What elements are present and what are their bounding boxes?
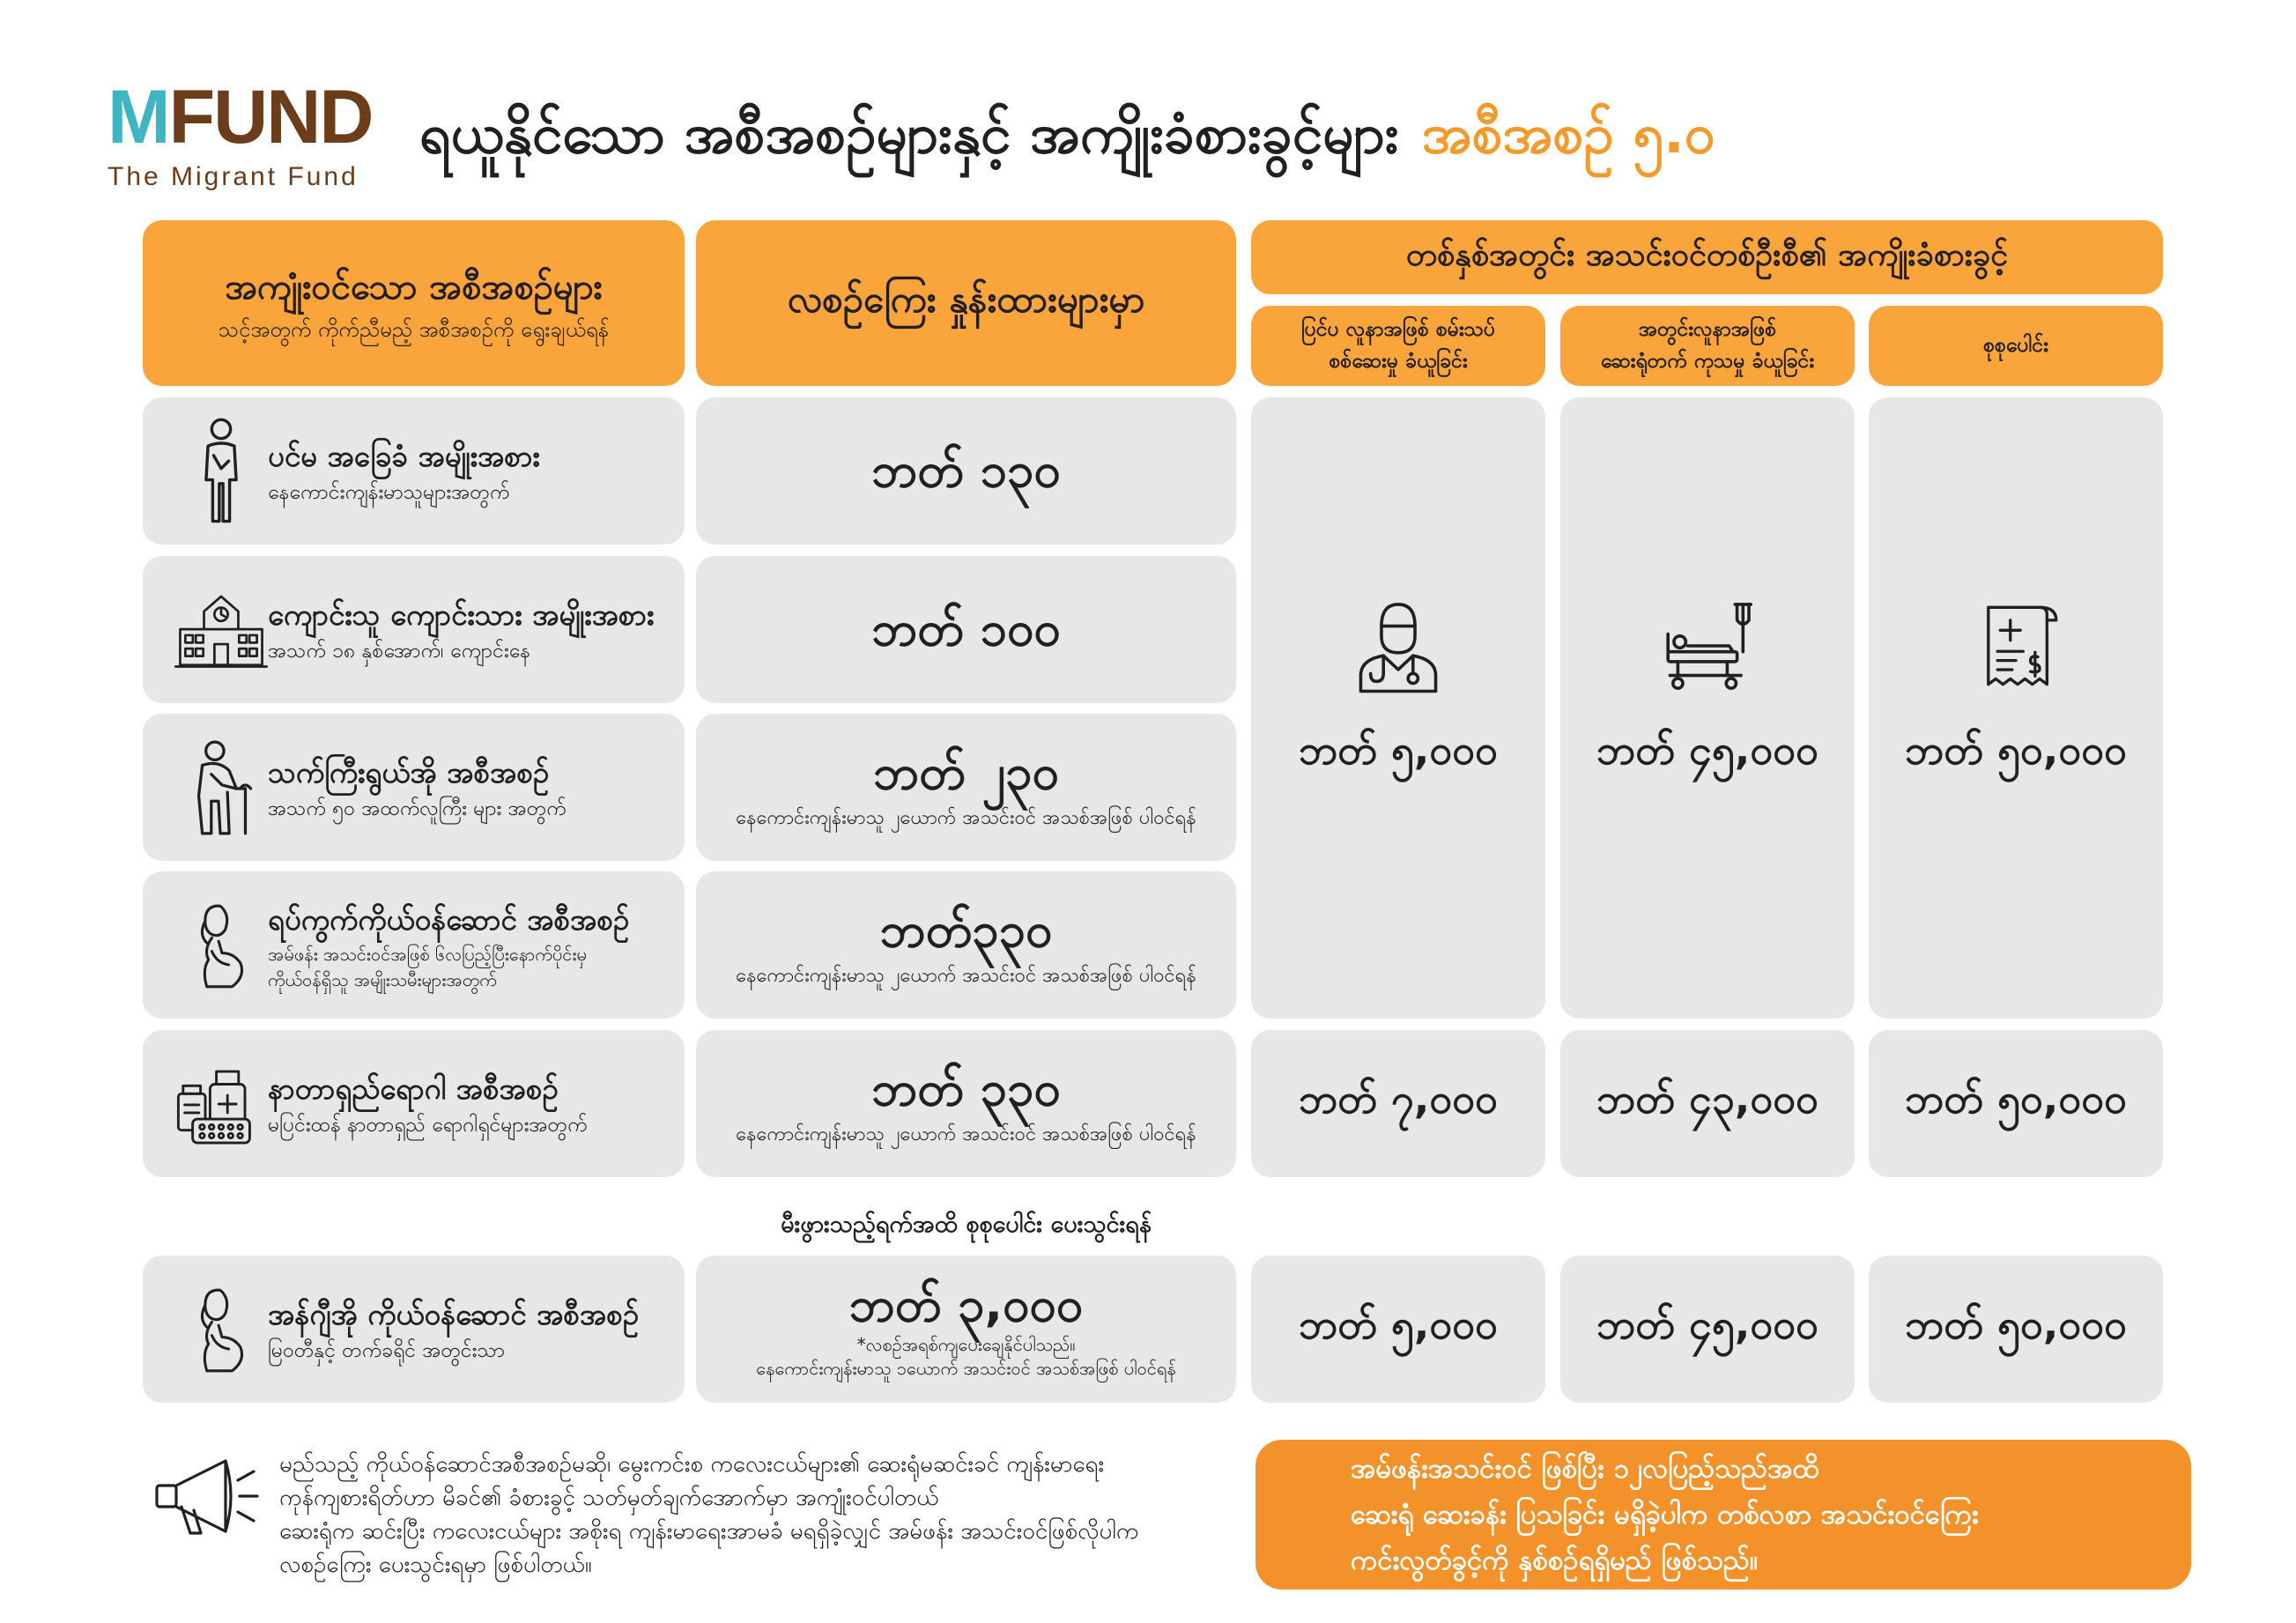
person-icon <box>173 414 270 529</box>
hospital-bed-icon <box>1658 597 1757 699</box>
header-inpatient-line: ဆေးရုံတက် ကုသမှု ခံယူခြင်း <box>1600 349 1815 373</box>
benefit-amount: ဘတ် ၅၀,၀၀၀ <box>1905 1301 2127 1348</box>
plan-card-community-pregnancy <box>143 871 685 1019</box>
plan-fee-ngo-pregnancy <box>696 1256 1236 1403</box>
plan-name: သက်ကြီးရွယ်အို အစီအစဉ် <box>268 755 550 790</box>
pregnant-woman-icon <box>173 888 270 1003</box>
logo-wordmark <box>107 75 398 159</box>
pregnant-woman-icon <box>173 1272 270 1387</box>
benefit-outpatient-chronic <box>1251 1030 1545 1177</box>
plan-subtitle: အမ်ဖန်း အသင်းဝင်အဖြစ် ၆လပြည့်ပြီးနောက်ပိုင်းမှ <box>268 944 587 966</box>
plan-subtitle: မပြင်းထန် နာတာရှည် ရောဂါရှင်များအတွက် <box>268 1114 588 1138</box>
plan-subtitle: ကိုယ်ဝန်ရှိသူ အမျိုးသမီးများအတွက် <box>268 969 497 991</box>
plan-fee-student <box>696 556 1236 703</box>
benefit-inpatient-standard <box>1560 397 1855 1019</box>
mfund-logo <box>107 75 398 201</box>
footer-highlight-line: ဆေးရုံ ဆေးခန်း ပြသခြင်း မရှိခဲ့ပါက တစ်လစာ အသင်းဝင်ကြေး <box>1351 1499 1979 1530</box>
header-plans-subtitle: သင့်အတွက် ကိုက်ညီမည့် အစီအစဉ်ကို ရွေးချယ်ရန် <box>218 317 610 342</box>
plan-card-basic <box>143 397 685 545</box>
plan-price-note: နေကောင်းကျန်းမာသူ ၁ယောက် အသင်းဝင် အသစ်အဖြစ် ပါဝင်ရန် <box>756 1357 1176 1379</box>
header-plans <box>143 220 685 386</box>
footer-note-line: ဆေးရုံက ဆင်းပြီး ကလေးငယ်များ အစိုးရ ကျန်းမာရေးအာမခံ မရရှိခဲ့လျှင် အမ်ဖန်း အသင်းဝင်ဖြစ်လိုပါက <box>279 1518 1139 1545</box>
logo-m: M <box>107 75 169 159</box>
page-title <box>419 92 2199 180</box>
logo-tagline: The Migrant Fund <box>107 162 359 191</box>
footer-highlight-line: အမ်ဖန်းအသင်းဝင် ဖြစ်ပြီး ၁၂လပြည့်သည်အထိ <box>1351 1453 1819 1485</box>
plan-price: ဘတ် ၃၃၀ <box>871 1061 1061 1117</box>
benefit-amount: ဘတ် ၅,၀၀၀ <box>1298 1301 1499 1348</box>
benefit-amount: ဘတ် ၅၀,၀၀၀ <box>1905 725 2127 774</box>
plan-name: ကျောင်းသူ ကျောင်းသား အမျိုးအစား <box>268 597 655 633</box>
plan-price-note: နေကောင်းကျန်းမာသူ ၂ယောက် အသင်းဝင် အသစ်အဖြစ် ပါဝင်ရန် <box>736 1123 1196 1145</box>
plan-subtitle: အသက် ၅၀ အထက်လူကြီး များ အတွက် <box>268 797 567 821</box>
header-fee <box>696 220 1236 386</box>
plan-fee-community-pregnancy <box>696 871 1236 1019</box>
header-fee-title: လစဉ်ကြေး နှုန်းထားများမှာ <box>787 278 1145 321</box>
plan-price-note: နေကောင်းကျန်းမာသူ ၂ယောက် အသင်းဝင် အသစ်အဖြစ် ပါဝင်ရန် <box>736 806 1196 829</box>
footer-note <box>279 1448 1240 1589</box>
plan-card-elderly <box>143 714 685 861</box>
footer-highlight-box <box>1255 1440 2191 1590</box>
elderly-icon <box>173 730 270 845</box>
page-title-main: ရယူနိုင်သော အစီအစဉ်များနှင့် အကျိုးခံစားခွင့်များ <box>419 101 1399 166</box>
ngo-section-label: မီးဖွားသည့်ရက်အထိ စုစုပေါင်း ပေးသွင်းရန် <box>781 1211 1152 1238</box>
header-total-label: စုစုပေါင်း <box>1982 333 2049 357</box>
plan-name: အန်ဂျီအို ကိုယ်ဝန်ဆောင် အစီအစဉ် <box>268 1297 640 1332</box>
benefit-total-chronic <box>1869 1030 2163 1177</box>
header-plans-title: အကျုံးဝင်သော အစီအစဉ်များ <box>225 267 603 308</box>
plan-subtitle: မြဝတီနှင့် တက်ခရိုင် အတွင်းသာ <box>268 1339 506 1363</box>
header-inpatient <box>1560 306 1855 386</box>
medicine-icon <box>173 1047 270 1161</box>
megaphone-icon <box>145 1447 262 1544</box>
benefit-total-ngo <box>1869 1256 2163 1403</box>
footer-note-line: ကုန်ကျစားရိတ်ဟာ မိခင်၏ ခံစားခွင့် သတ်မှတ်ချက်အောက်မှာ အကျုံးဝင်ပါတယ် <box>279 1485 939 1511</box>
benefit-outpatient-ngo <box>1251 1256 1545 1403</box>
benefit-amount: ဘတ် ၅၀,၀၀၀ <box>1905 1075 2127 1123</box>
footer-note-line: လစဉ်ကြေး ပေးသွင်းရမှာ ဖြစ်ပါတယ်။ <box>279 1552 592 1578</box>
header-outpatient <box>1251 306 1545 386</box>
medical-bill-icon <box>1970 597 2062 699</box>
header-total <box>1869 306 2163 386</box>
plan-name: ရပ်ကွက်ကိုယ်ဝန်ဆောင် အစီအစဉ် <box>268 901 630 937</box>
plan-price-note: နေကောင်းကျန်းမာသူ ၂ယောက် အသင်းဝင် အသစ်အဖြစ် ပါဝင်ရန် <box>736 964 1196 987</box>
plan-price-note: *လစဉ်အရစ်ကျပေးချေနိုင်ပါသည်။ <box>856 1333 1076 1355</box>
doctor-icon <box>1349 597 1448 699</box>
page-title-version: အစီအစဉ် ၅.၀ <box>1421 101 1715 166</box>
header-outpatient-line: ပြင်ပ လူနာအဖြစ် စမ်းသပ် <box>1300 317 1496 341</box>
plan-name: နာတာရှည်ရောဂါ အစီအစဉ် <box>268 1071 559 1107</box>
benefit-amount: ဘတ် ၅,၀၀၀ <box>1298 725 1499 774</box>
plan-fee-chronic <box>696 1030 1236 1177</box>
plan-fee-elderly <box>696 714 1236 861</box>
plan-subtitle: နေကောင်းကျန်းမာသူများအတွက် <box>268 481 510 505</box>
plan-price: ဘတ် ၁၃၀ <box>871 442 1061 499</box>
plan-price: ဘတ် ၁၀၀ <box>871 601 1061 657</box>
plan-price: ဘတ် ၂၃၀ <box>873 745 1059 801</box>
plan-subtitle: အသက် ၁၈ နှစ်အောက်၊ ကျောင်းနေ <box>268 640 531 663</box>
benefit-amount: ဘတ် ၄၅,၀၀၀ <box>1596 1301 1818 1348</box>
header-benefits <box>1251 220 2163 294</box>
header-benefits-title: တစ်နှစ်အတွင်း အသင်းဝင်တစ်ဦးစီ၏ အကျိုးခံစားခွင့် <box>1405 237 2009 273</box>
plan-card-ngo-pregnancy <box>143 1256 685 1403</box>
plan-price: ဘတ် ၃,၀၀၀ <box>848 1277 1084 1333</box>
footer-note-line: မည်သည့် ကိုယ်ဝန်ဆောင်အစီအစဉ်မဆို၊ မွေးကင်းစ ကလေးငယ်များ၏ ဆေးရုံမဆင်းခင် ကျန်းမာရေး <box>279 1451 1105 1478</box>
plan-price: ဘတ်၃၃၀ <box>879 902 1053 959</box>
school-icon <box>173 573 270 687</box>
logo-fund: FUND <box>168 75 373 159</box>
benefit-inpatient-ngo <box>1560 1256 1855 1403</box>
header-inpatient-line: အတွင်းလူနာအဖြစ် <box>1638 317 1777 341</box>
plan-card-student <box>143 556 685 703</box>
benefit-amount: ဘတ် ၄၃,၀၀၀ <box>1596 1075 1818 1123</box>
benefit-inpatient-chronic <box>1560 1030 1855 1177</box>
benefit-amount: ဘတ် ၄၅,၀၀၀ <box>1596 725 1818 774</box>
plan-card-chronic <box>143 1030 685 1177</box>
header-outpatient-line: စစ်ဆေးမှု ခံယူခြင်း <box>1329 349 1468 373</box>
plan-name: ပင်မ အခြေခံ အမျိုးအစား <box>268 439 540 474</box>
benefit-total-standard <box>1869 397 2163 1019</box>
benefit-outpatient-standard <box>1251 397 1545 1019</box>
benefit-amount: ဘတ် ၇,၀၀၀ <box>1298 1075 1499 1123</box>
plan-fee-basic <box>696 397 1236 545</box>
footer-highlight-line: ကင်းလွတ်ခွင့်ကို နှစ်စဉ်ရရှိမည် ဖြစ်သည်။ <box>1351 1545 1759 1576</box>
